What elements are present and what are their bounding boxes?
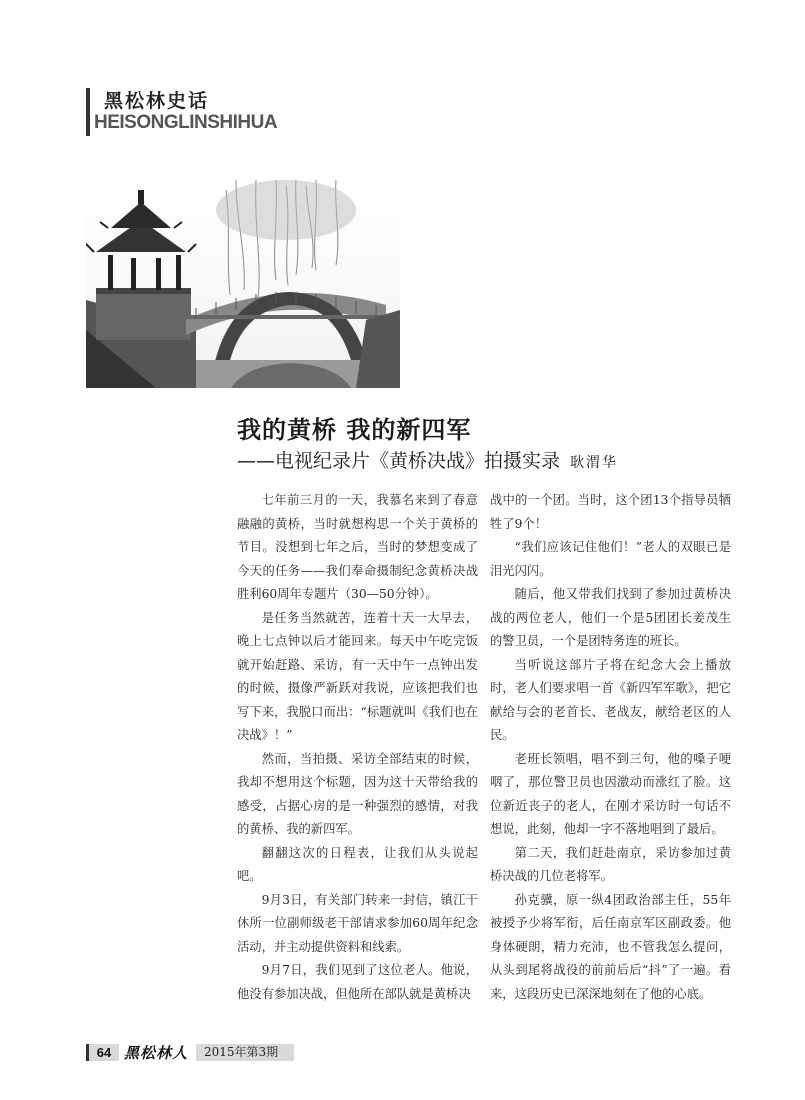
paragraph: 是任务当然就苦，连着十天一大早去，晚上七点钟以后才能回来。每天中午吃完饭就开始赶路、采访，有一天中午一点钟出发的时候，摄像严新跃对我说，应该把我们也写下来，我脱口而出：“标题就叫《我们也在决战》！” <box>237 610 478 742</box>
article-author: 耿渭华 <box>570 455 619 471</box>
page-number: 64 <box>86 1044 119 1061</box>
paragraph: 七年前三月的一天，我慕名来到了春意融融的黄桥，当时就想构思一个关于黄桥的节目。没想到七年之后，当时的梦想变成了今天的任务——我们奉命摄制纪念黄桥决战胜利60周年专题片（30—50分钟）。 <box>237 493 478 601</box>
article-subtitle-text: ——电视纪录片《黄桥决战》拍摄实录 <box>237 450 561 472</box>
article-column-right <box>490 489 731 1006</box>
paragraph: 孙克骥，原一纵4团政治部主任，55年被授予少将军衔，后任南京军区副政委。他身体硬朗，精力充沛，也不管我怎么提问，从头到尾将战役的前前后后“抖”了一遍。看来，这段历史已深深地刻在了他的心底。 <box>490 892 731 1001</box>
paragraph: 第二天，我们赶赴南京，采访参加过黄桥决战的几位老将军。 <box>490 845 731 883</box>
paragraph: 9月7日，我们见到了这位老人。他说，他没有参加决战，但他所在部队就是黄桥决 <box>237 963 478 1001</box>
paragraph: 随后，他又带我们找到了参加过黄桥决战的两位老人，他们一个是5团团长姜茂生的警卫员，一个是团特务连的班长。 <box>490 587 731 648</box>
article-subtitle <box>237 446 618 473</box>
issue-label: 2015年第3期 <box>196 1044 294 1061</box>
paragraph-continuation: 战中的一个团。当时，这个团13个指导员牺牲了9个！ <box>490 493 731 531</box>
magazine-name: 黑松林人 <box>124 1044 189 1062</box>
paragraph: 老班长领唱，唱不到三句，他的嗓子哽咽了，那位警卫员也因激动而涨红了脸。这位新近丧子的老人，在刚才采访时一句话不想说，此刻，他却一字不落地唱到了最后。 <box>490 751 731 836</box>
paragraph: 9月3日，有关部门转来一封信，镇江干休所一位副师级老干部请求参加60周年纪念活动，并主动提供资料和线索。 <box>237 892 478 954</box>
column-title-pinyin: HEISONGLINSHIHUA <box>94 112 278 133</box>
paragraph: 然而，当拍摄、采访全部结束的时候，我却不想用这个标题，因为这十天带给我的感受，占据心房的是一种强烈的感情，对我的黄桥、我的新四军。 <box>237 751 478 836</box>
article-column-left <box>237 489 478 1006</box>
paragraph: 当听说这部片子将在纪念大会上播放时，老人们要求唱一首《新四军军歌》，把它献给与会的老首长、老战友，献给老区的人民。 <box>490 657 731 742</box>
column-header-bar <box>86 88 90 136</box>
paragraph: 翻翻这次的日程表，让我们从头说起吧。 <box>237 845 478 883</box>
paragraph: “我们应该记住他们！”老人的双眼已是泪光闪闪。 <box>490 540 731 578</box>
bridge-pavilion-photo <box>86 180 400 388</box>
column-title: 黑松林史话 <box>104 90 210 112</box>
article-title: 我的黄桥 我的新四军 <box>237 415 472 444</box>
